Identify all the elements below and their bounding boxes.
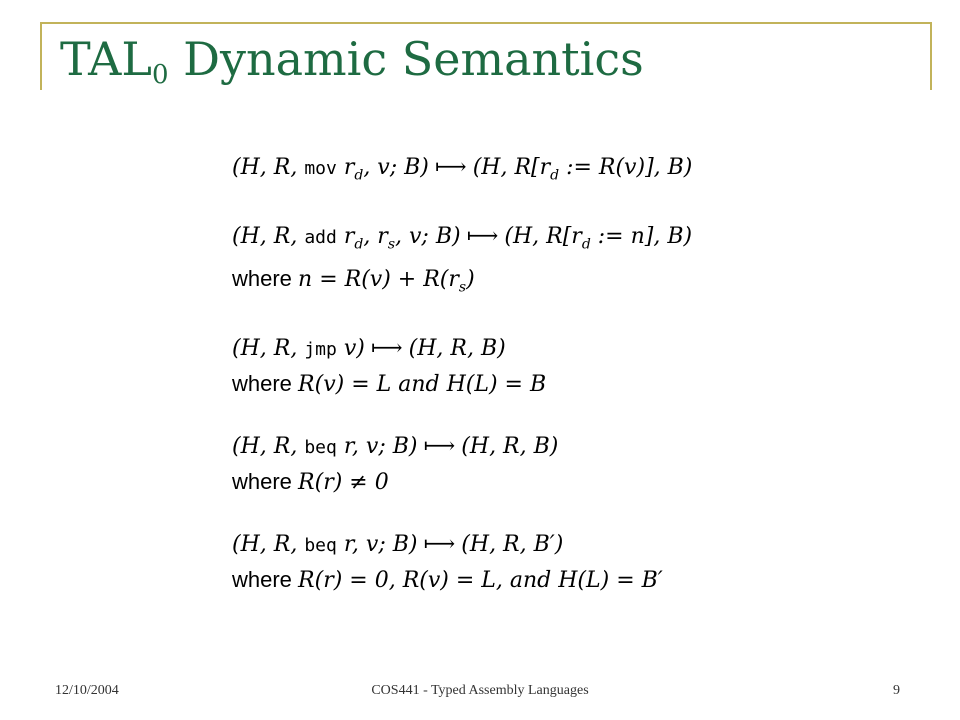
rule-add-op: add <box>304 227 337 249</box>
rule-jmp-side-condition <box>232 367 832 402</box>
rule-beq-taken-side-condition <box>232 465 832 500</box>
rule-mov <box>232 150 832 192</box>
rule-mov-judgment <box>232 150 832 192</box>
title-subscript: 0 <box>151 60 169 90</box>
rule-add-where: $n = R(v) + R(r_s)$ <box>298 266 475 296</box>
rule-beq-taken <box>232 429 832 500</box>
rule-mov-rhs: (H, $R[r_d$ := R(v)], B) <box>472 155 693 184</box>
rule-mov-arrow: ⟼ <box>435 155 467 180</box>
rule-beq-taken-lhs-args: r, v; B) <box>336 434 418 460</box>
rule-add-arrow: ⟼ <box>466 224 499 250</box>
rule-beq-jump-side-condition <box>232 563 832 598</box>
footer-course-title: COS441 - Typed Assembly Languages <box>371 683 589 698</box>
rule-add-where-label: where <box>232 265 292 291</box>
rule-add-judgment <box>232 219 832 261</box>
rule-beq-jump-lhs-prefix: (H, R, <box>232 532 305 558</box>
frame-top-line <box>40 22 932 24</box>
rule-beq-taken-op: beq <box>304 437 337 459</box>
rule-jmp-lhs-args: v) <box>336 336 365 362</box>
rule-jmp-op: jmp <box>304 339 337 361</box>
rule-mov-op: mov <box>304 158 337 179</box>
rule-beq-jump-where: R(r) = 0, R(v) = L, and H(L) = B′ <box>298 568 663 594</box>
rule-beq-taken-where-label: where <box>232 469 292 495</box>
rule-mov-lhs-args: $r_d$, v; B) <box>336 155 429 184</box>
rule-beq-taken-judgment <box>232 429 832 465</box>
rule-beq-jump-where-label: where <box>232 567 292 593</box>
footer-date: 12/10/2004 <box>55 683 119 698</box>
rule-add-lhs-prefix: (H, R, <box>232 224 305 250</box>
rule-jmp-where: R(v) = L and H(L) = B <box>298 372 547 398</box>
rule-beq-jump-rhs: (H, R, B′) <box>461 532 564 558</box>
rules-list <box>232 150 832 625</box>
frame-left-line <box>40 22 42 90</box>
rule-beq-jump-lhs-args: r, v; B) <box>336 532 418 558</box>
rule-jmp-lhs-prefix: (H, R, <box>232 336 305 362</box>
rule-add-lhs-args: $r_d$, $r_s$, v; B) <box>336 224 461 253</box>
footer-page-number: 9 <box>893 683 900 698</box>
rule-beq-jump-judgment <box>232 527 832 563</box>
rule-beq-taken-rhs: (H, R, B) <box>461 434 559 460</box>
rule-add <box>232 219 832 304</box>
rule-beq-jump-arrow: ⟼ <box>423 532 456 558</box>
rule-jmp-rhs: (H, R, B) <box>408 336 506 362</box>
rule-beq-taken-lhs-prefix: (H, R, <box>232 434 305 460</box>
rule-beq-taken-arrow: ⟼ <box>423 434 456 460</box>
slide-title <box>60 32 644 90</box>
title-rest: Dynamic Semantics <box>168 32 644 86</box>
rule-jmp-where-label: where <box>232 371 292 397</box>
rule-add-rhs: (H, $R[r_d$ := n], B) <box>504 224 693 253</box>
frame-right-line <box>930 22 932 90</box>
title-main: TAL <box>60 32 152 86</box>
rule-jmp <box>232 331 832 402</box>
rule-jmp-judgment <box>232 331 832 367</box>
rule-add-side-condition <box>232 262 832 304</box>
rule-jmp-arrow: ⟼ <box>370 336 403 362</box>
rule-beq-jump <box>232 527 832 598</box>
rule-beq-taken-where: R(r) ≠ 0 <box>298 470 389 496</box>
rule-mov-lhs-prefix: (H, R, <box>232 155 305 180</box>
rule-beq-jump-op: beq <box>304 535 337 557</box>
